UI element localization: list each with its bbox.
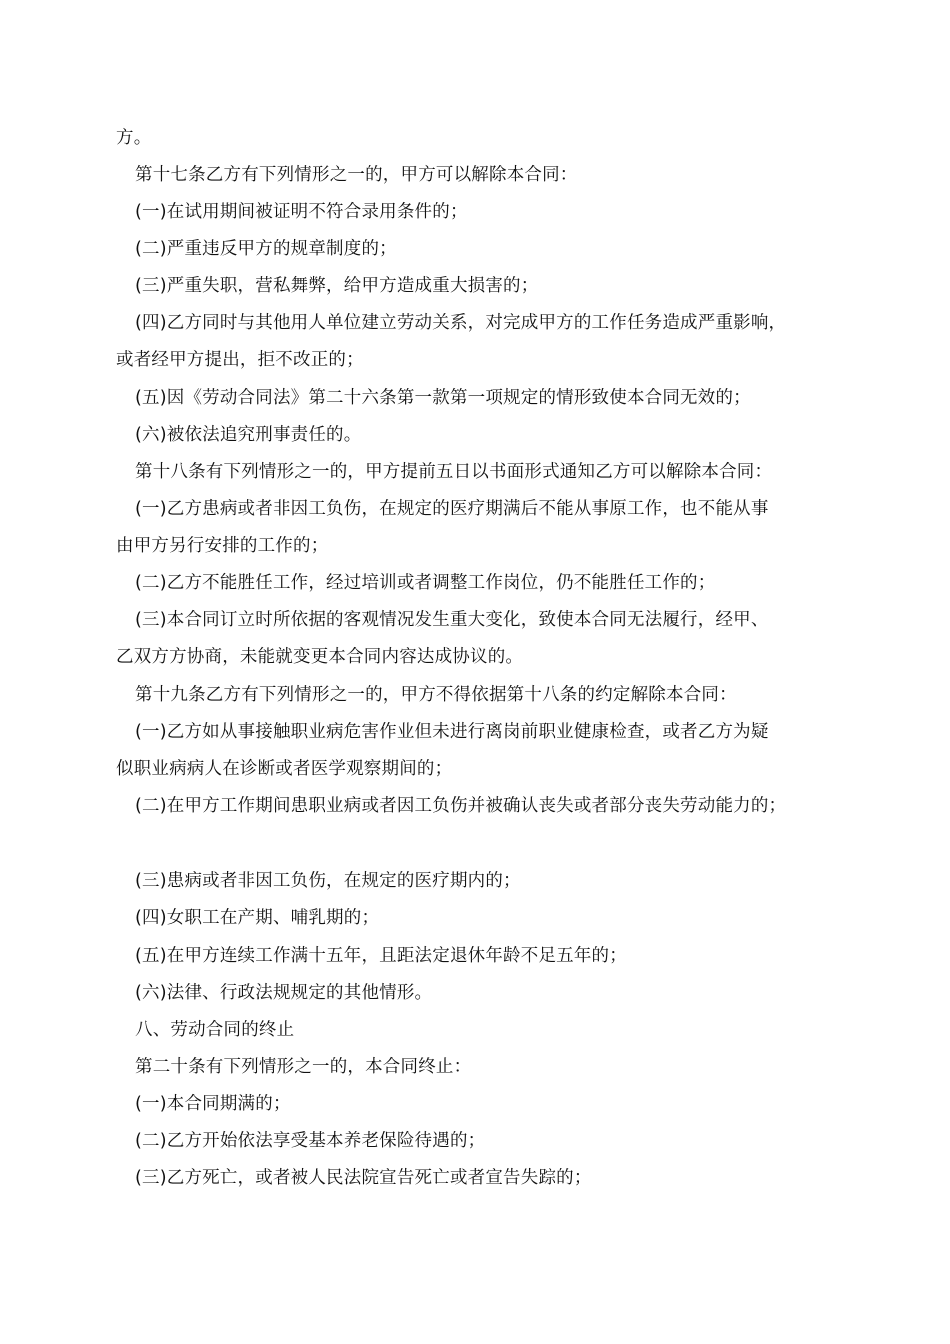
- list-item: (二)乙方开始依法享受基本养老保险待遇的；: [135, 1131, 486, 1151]
- list-item: (三)乙方死亡，或者被人民法院宣告死亡或者宣告失踪的；: [135, 1168, 592, 1188]
- list-item: (一)乙方如从事接触职业病危害作业但未进行离岗前职业健康检查，或者乙方为疑: [135, 722, 769, 742]
- list-item: (五)因《劳动合同法》第二十六条第一款第一项规定的情形致使本合同无效的；: [135, 388, 751, 408]
- list-item: (一)本合同期满的；: [135, 1094, 291, 1114]
- list-item: (六)法律、行政法规规定的其他情形。: [135, 983, 433, 1003]
- list-item: (二)乙方不能胜任工作，经过培训或者调整工作岗位，仍不能胜任工作的；: [135, 573, 716, 593]
- paragraph-line: 似职业病病人在诊断或者医学观察期间的；: [116, 759, 453, 779]
- list-item: (一)乙方患病或者非因工负伤，在规定的医疗期满后不能从事原工作，也不能从事: [135, 499, 769, 519]
- paragraph-line: 或者经甲方提出，拒不改正的；: [116, 350, 364, 370]
- list-item: (六)被依法追究刑事责任的。: [135, 425, 362, 445]
- paragraph-line: 由甲方另行安排的工作的；: [116, 536, 329, 556]
- article-17-heading: 第十七条乙方有下列情形之一的，甲方可以解除本合同：: [135, 165, 578, 185]
- article-20-heading: 第二十条有下列情形之一的，本合同终止：: [135, 1057, 472, 1077]
- list-item: (五)在甲方连续工作满十五年，且距法定退休年龄不足五年的；: [135, 946, 627, 966]
- list-item: (三)本合同订立时所依据的客观情况发生重大变化，致使本合同无法履行，经甲、: [135, 610, 769, 630]
- article-18-heading: 第十八条有下列情形之一的，甲方提前五日以书面形式通知乙方可以解除本合同：: [135, 462, 773, 482]
- article-19-heading: 第十九条乙方有下列情形之一的，甲方不得依据第十八条的约定解除本合同：: [135, 685, 737, 705]
- list-item: (二)严重违反甲方的规章制度的；: [135, 239, 397, 259]
- paragraph-line: 方。: [116, 128, 152, 148]
- list-item: (三)患病或者非因工负伤，在规定的医疗期内的；: [135, 871, 521, 891]
- list-item: (四)女职工在产期、哺乳期的；: [135, 908, 380, 928]
- list-item: (三)严重失职，营私舞弊，给甲方造成重大损害的；: [135, 276, 539, 296]
- list-item: (二)在甲方工作期间患职业病或者因工负伤并被确认丧失或者部分丧失劳动能力的；: [135, 796, 787, 816]
- list-item: (一)在试用期间被证明不符合录用条件的；: [135, 202, 468, 222]
- paragraph-line: 乙双方方协商，未能就变更本合同内容达成协议的。: [116, 647, 524, 667]
- section-8-heading: 八、劳动合同的终止: [135, 1020, 295, 1040]
- list-item: (四)乙方同时与其他用人单位建立劳动关系，对完成甲方的工作任务造成严重影响，: [135, 313, 787, 333]
